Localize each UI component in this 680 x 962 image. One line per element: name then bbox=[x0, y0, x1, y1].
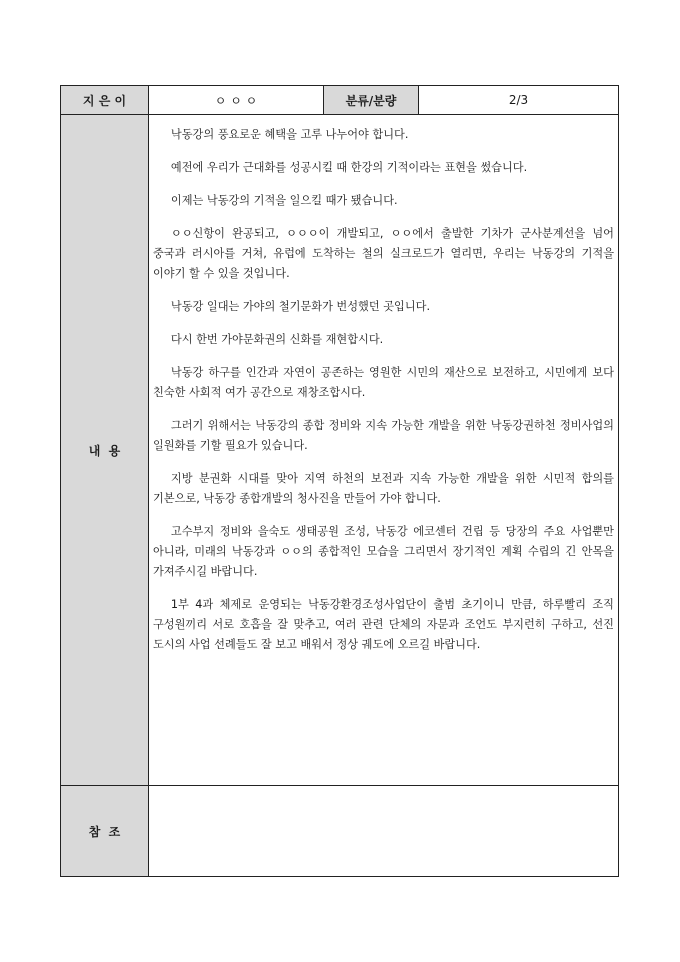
paragraph: ㅇㅇ신항이 완공되고, ㅇㅇㅇ이 개발되고, ㅇㅇ에서 출발한 기차가 군사분계선을 넘어 중국과 러시아를 거쳐, 유럽에 도착하는 철의 실크로드가 열리면, 우리는 낙동강의 기적을 이야기 할 수 있을 것입니다. bbox=[153, 227, 614, 280]
reference-row bbox=[61, 786, 619, 877]
paragraph: 그러기 위해서는 낙동강의 종합 정비와 지속 가능한 개발을 위한 낙동강권하천 정비사업의 일원화를 기할 필요가 있습니다. bbox=[153, 419, 614, 452]
category-label: 분류/분량 bbox=[324, 86, 419, 115]
speech-form-table bbox=[60, 85, 619, 877]
header-row bbox=[61, 86, 619, 115]
paragraph: 1부 4과 체제로 운영되는 낙동강환경조성사업단이 출범 초기이니 만큼, 하루빨리 조직 구성원끼리 서로 호흡을 잘 맞추고, 여러 관련 단체의 자문과 조언도 부지런히 구하고, 선진 도시의 사업 선례들도 잘 보고 배워서 정상 궤도에 오르길 바랍니다. bbox=[153, 598, 614, 651]
paragraph: 이제는 낙동강의 기적을 일으킬 때가 됐습니다. bbox=[170, 194, 398, 207]
paragraph: 지방 분권화 시대를 맞아 지역 하천의 보전과 지속 가능한 개발을 위한 시민적 합의를 기본으로, 낙동강 종합개발의 청사진을 만들어 가야 합니다. bbox=[153, 472, 614, 505]
reference-body bbox=[149, 786, 619, 877]
content-row bbox=[61, 115, 619, 786]
paragraph: 예전에 우리가 근대화를 성공시킬 때 한강의 기적이라는 표현을 썼습니다. bbox=[170, 161, 528, 174]
content-body bbox=[149, 115, 619, 786]
author-label: 지 은 이 bbox=[61, 86, 149, 115]
paragraph: 고수부지 정비와 을숙도 생태공원 조성, 낙동강 에코센터 건립 등 당장의 주요 사업뿐만 아니라, 미래의 낙동강과 ㅇㅇ의 종합적인 모습을 그리면서 장기적인 계획 수립의 긴 안목을 가져주시길 바랍니다. bbox=[153, 525, 614, 578]
category-value: 2/3 bbox=[419, 86, 619, 115]
reference-label: 참 조 bbox=[61, 786, 149, 877]
author-value: ㅇ ㅇ ㅇ bbox=[149, 86, 324, 115]
paragraph: 낙동강의 풍요로운 혜택을 고루 나누어야 합니다. bbox=[170, 128, 409, 141]
paragraph: 다시 한번 가야문화권의 신화를 재현합시다. bbox=[170, 333, 384, 346]
paragraph: 낙동강 하구를 인간과 자연이 공존하는 영원한 시민의 재산으로 보전하고, 시민에게 보다 친숙한 사회적 여가 공간으로 재창조합시다. bbox=[153, 366, 614, 399]
paragraph: 낙동강 일대는 가야의 철기문화가 번성했던 곳입니다. bbox=[170, 300, 431, 313]
content-label: 내 용 bbox=[61, 115, 149, 786]
